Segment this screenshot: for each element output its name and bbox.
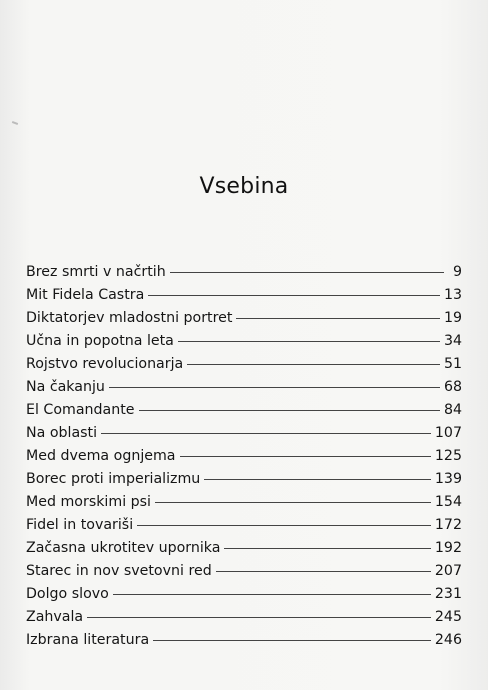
- toc-leader-line: [155, 502, 431, 503]
- toc-entry: [26, 448, 462, 471]
- toc-entry-page: 19: [443, 310, 462, 326]
- toc-entry-title: Na oblasti: [26, 425, 98, 441]
- toc-leader-line: [187, 364, 440, 365]
- toc-entry-page: 172: [434, 517, 462, 533]
- toc-entry: [26, 540, 462, 563]
- toc-leader-line: [224, 548, 430, 549]
- toc-entry-title: Fidel in tovariši: [26, 517, 134, 533]
- scan-mark: [12, 121, 18, 125]
- toc-entry-page: 192: [434, 540, 462, 556]
- toc-leader-line: [180, 456, 431, 457]
- toc-entry-title: Na čakanju: [26, 379, 105, 395]
- toc-entry-page: 207: [434, 563, 462, 579]
- toc-entry-page: 231: [434, 586, 462, 602]
- toc-entry: [26, 333, 462, 356]
- toc-entry: [26, 310, 462, 333]
- toc-entry-page: 139: [434, 471, 462, 487]
- toc-leader-line: [153, 640, 431, 641]
- toc-leader-line: [137, 525, 431, 526]
- toc-entry: [26, 586, 462, 609]
- toc-leader-line: [178, 341, 440, 342]
- toc-entry: [26, 287, 462, 310]
- toc-entry: [26, 264, 462, 287]
- toc-entry-title: Začasna ukrotitev upornika: [26, 540, 221, 556]
- toc-entry: [26, 379, 462, 402]
- toc-entry-page: 68: [443, 379, 462, 395]
- toc-leader-line: [109, 387, 440, 388]
- toc-entry: [26, 425, 462, 448]
- toc-entry-title: Izbrana literatura: [26, 632, 150, 648]
- toc-entry-title: Starec in nov svetovni red: [26, 563, 212, 579]
- toc-entry: [26, 632, 462, 655]
- toc-entry-page: 34: [443, 333, 462, 349]
- toc-entry-title: Zahvala: [26, 609, 84, 625]
- toc-leader-line: [101, 433, 431, 434]
- toc-entry-page: 84: [443, 402, 462, 418]
- toc-entry-title: Dolgo slovo: [26, 586, 109, 602]
- toc-leader-line: [148, 295, 440, 296]
- toc-entry-page: 125: [434, 448, 462, 464]
- toc-entry: [26, 517, 462, 540]
- toc-leader-line: [87, 617, 431, 618]
- toc-entry-title: Diktatorjev mladostni portret: [26, 310, 233, 326]
- toc-leader-line: [216, 571, 431, 572]
- toc-entry: [26, 471, 462, 494]
- toc-entry-title: Rojstvo revolucionarja: [26, 356, 184, 372]
- toc-entry-page: 246: [434, 632, 462, 648]
- toc-entry-page: 9: [452, 264, 462, 280]
- toc-entry-page: 107: [434, 425, 462, 441]
- toc-leader-line: [113, 594, 431, 595]
- toc-leader-line: [204, 479, 431, 480]
- toc-entry-title: Brez smrti v načrtih: [26, 264, 166, 280]
- toc-entry: [26, 356, 462, 379]
- toc-leader-line: [236, 318, 440, 319]
- toc-entry-page: 245: [434, 609, 462, 625]
- toc-entry: [26, 494, 462, 517]
- toc-entry-title: Med dvema ognjema: [26, 448, 176, 464]
- toc-entry-page: 51: [443, 356, 462, 372]
- toc-entry: [26, 563, 462, 586]
- table-of-contents: [26, 264, 462, 655]
- toc-leader-line: [170, 272, 444, 273]
- toc-leader-line: [139, 410, 440, 411]
- toc-entry-page: 154: [434, 494, 462, 510]
- toc-entry-page: 13: [443, 287, 462, 303]
- toc-entry: [26, 402, 462, 425]
- toc-entry-title: Borec proti imperializmu: [26, 471, 201, 487]
- page-title: Vsebina: [199, 174, 289, 199]
- toc-entry-title: Mit Fidela Castra: [26, 287, 145, 303]
- toc-entry: [26, 609, 462, 632]
- toc-entry-title: El Comandante: [26, 402, 135, 418]
- toc-entry-title: Učna in popotna leta: [26, 333, 174, 349]
- toc-entry-title: Med morskimi psi: [26, 494, 151, 510]
